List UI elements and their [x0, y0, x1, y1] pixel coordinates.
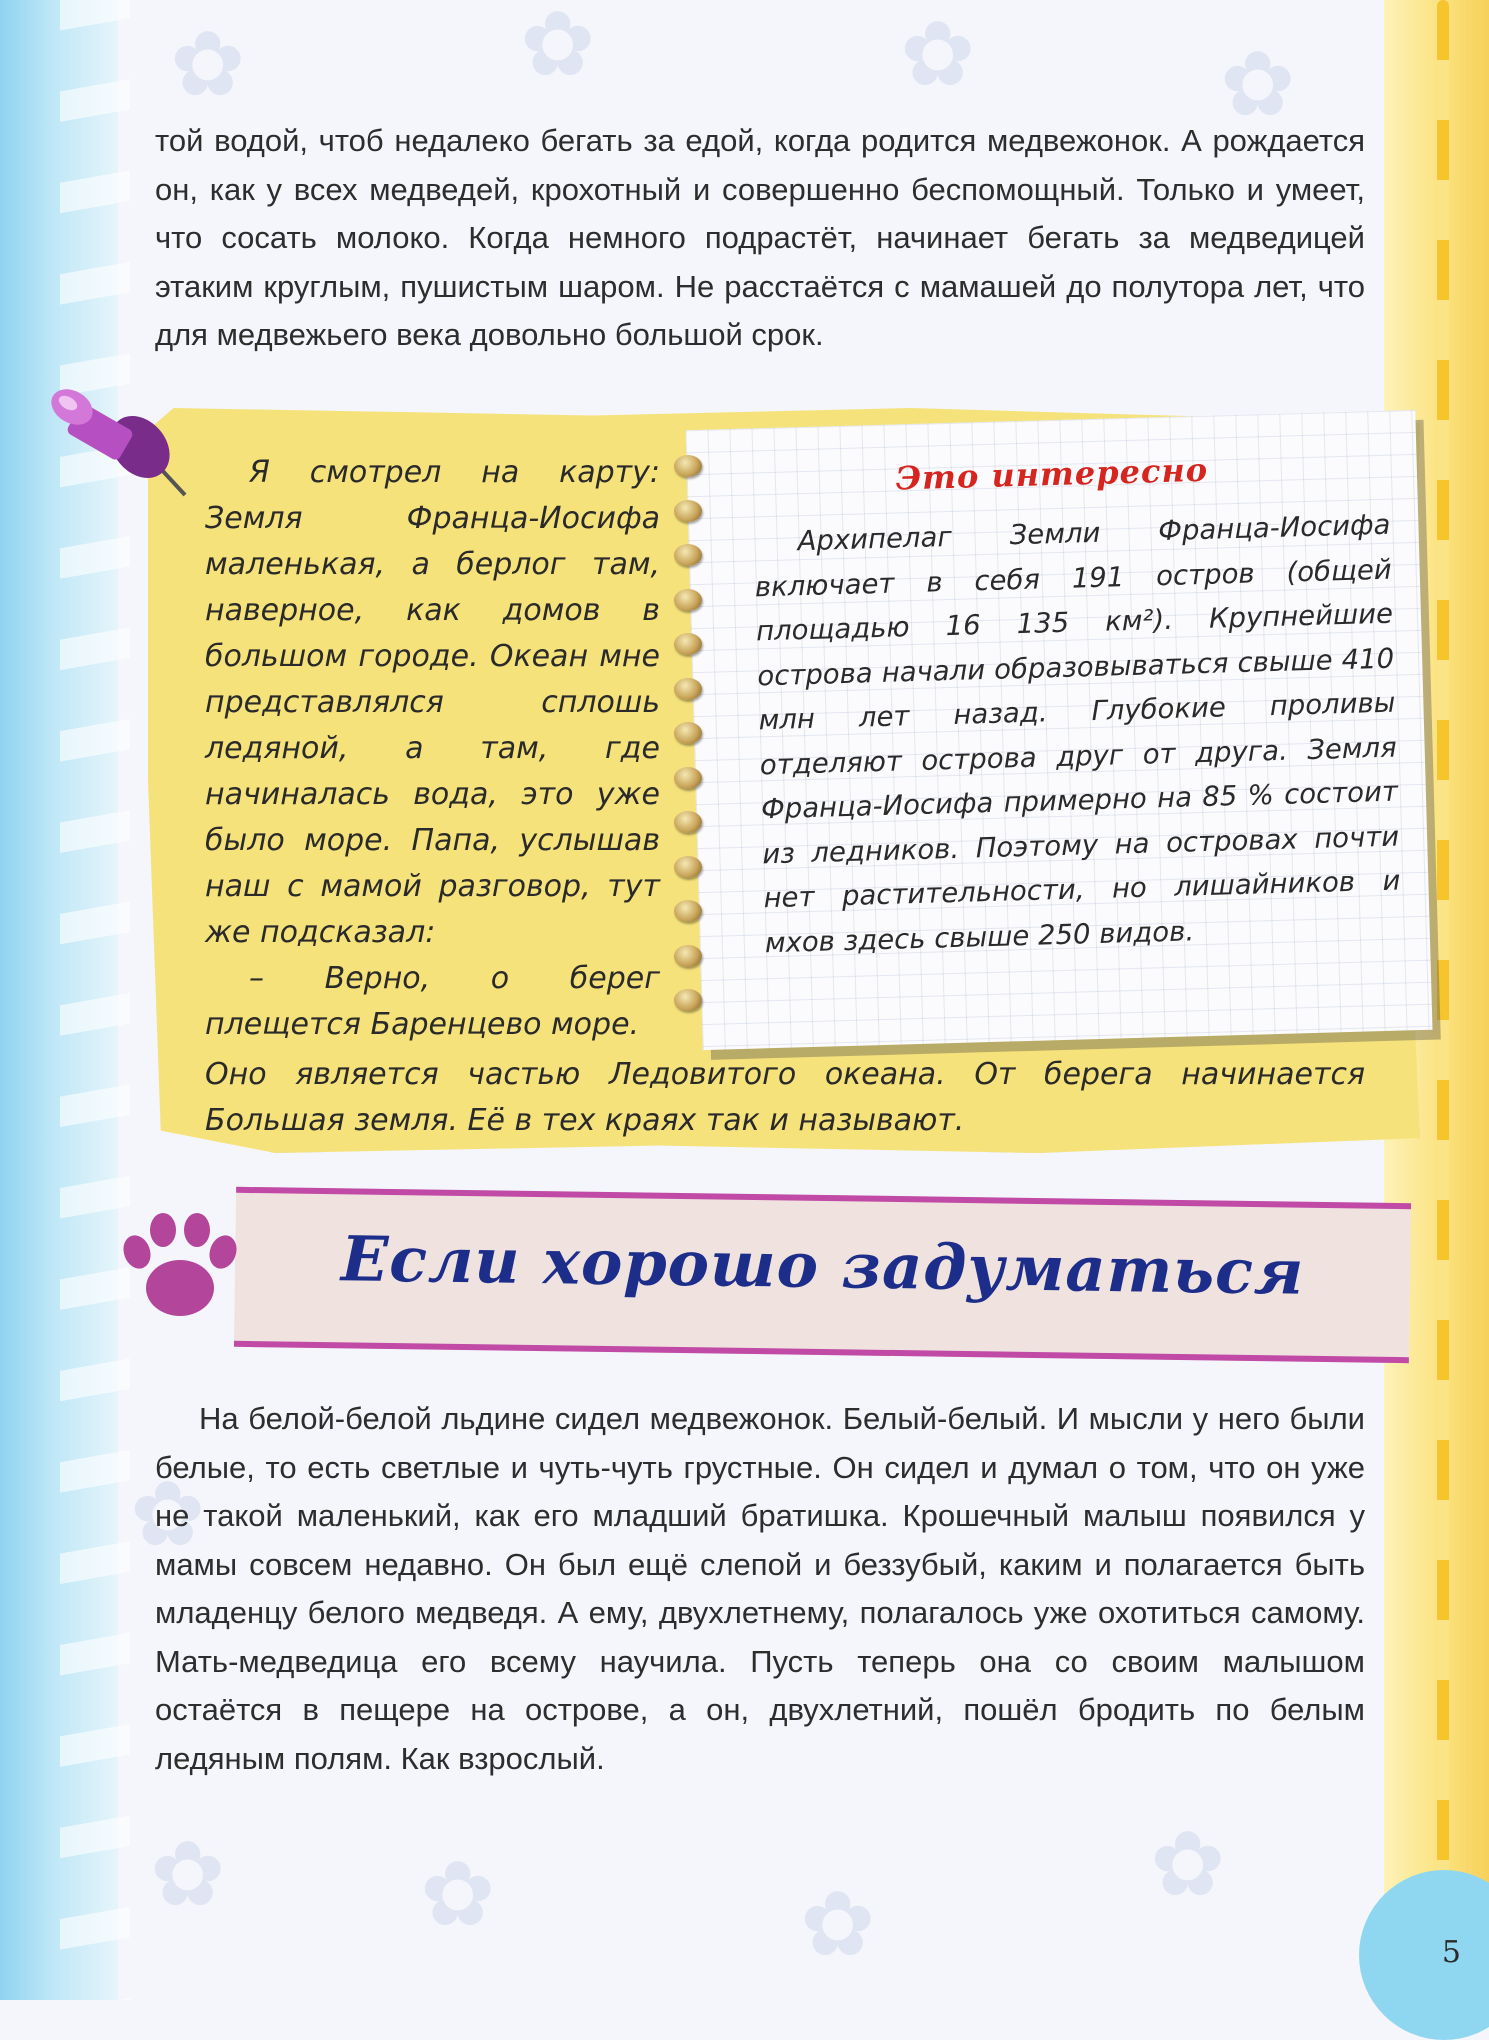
- section-paragraph: [155, 1395, 1365, 1783]
- note-text-2: – Верно, о берег плещется Баренцево море.: [205, 961, 660, 1042]
- ring: [674, 811, 702, 833]
- flower-icon: ✿: [150, 1822, 226, 1927]
- section-banner: [234, 1187, 1411, 1363]
- notebook-rings: [674, 455, 714, 1034]
- page-number-circle: [1359, 1870, 1489, 2040]
- flower-icon: ✿: [130, 1462, 206, 1567]
- interesting-fact-card: [685, 410, 1432, 1050]
- flower-icon: ✿: [800, 1872, 876, 1977]
- interesting-body: [753, 503, 1402, 966]
- paw-print-icon: [115, 1200, 245, 1330]
- note-paragraph-2-bottom: [205, 1052, 1365, 1144]
- left-wave-pattern: [60, 0, 130, 2000]
- ring: [674, 767, 702, 789]
- interesting-title: Это интересно: [895, 450, 1209, 498]
- ring: [674, 900, 702, 922]
- ring: [674, 589, 702, 611]
- flower-icon: ✿: [170, 12, 246, 117]
- right-ribbon: [1437, 0, 1449, 2000]
- note-text-1: Я смотрел на карту: Земля Франца-Иосифа маленькая, а берлог там, наверное, как домов в большом городе. Океан мне представлялся сплошь ледяной, а там, где начиналась вода, это уже было море. Папа, услышав наш с мамой разговор, тут же подсказал:: [205, 455, 660, 950]
- section-text: На белой-белой льдине сидел медвежонок. Белый-белый. И мысли у него были белые, то есть светлые и чуть-чуть грустные. Он сидел и думал о том, что он уже не такой маленький, как его младший братишка. Крошечный малыш появился у мамы совсем недавно. Он был ещё слепой и беззубый, каким и полагается быть младенцу белого медведя. А ему, двухлетнему, полагалось уже охотиться самому. Мать-медведица его всему научила. Пусть теперь она со своим малышом остаётся в пещере на острове, а он, двухлетний, пошёл бродить по белым ледяным полям. Как взрослый.: [155, 1401, 1365, 1776]
- ring: [674, 989, 702, 1011]
- ring: [674, 856, 702, 878]
- flower-icon: ✿: [520, 0, 596, 97]
- flower-icon: ✿: [900, 2, 976, 107]
- flower-icon: ✿: [420, 1842, 496, 1947]
- ring: [674, 455, 702, 477]
- ring: [674, 500, 702, 522]
- note-text-3: Оно является частью Ледовитого океана. От берега начинается Большая земля. Её в тех краях так и называют.: [205, 1057, 1365, 1138]
- flower-icon: ✿: [1150, 1812, 1226, 1917]
- flower-icon: ✿: [1220, 32, 1296, 137]
- interesting-text: Архипелаг Земли Франца-Иосифа включает в себя 191 остров (общей площадью 16 135 км²). Крупнейшие острова начали образовываться свыше 410 млн лет назад. Глубокие проливы отделяют острова друг от друга. Земля Франца-Иосифа примерно на 85 % состоит из ледников. Поэтому на островах почти нет растительности, но лишайников и мхов здесь свыше 250 видов.: [754, 508, 1401, 959]
- ring: [674, 945, 702, 967]
- note-paragraph-1: [205, 450, 660, 1048]
- pushpin-icon: [30, 385, 190, 515]
- section-title: Если хорошо задуматься: [340, 1222, 1305, 1309]
- intro-paragraph: [155, 117, 1365, 360]
- ring: [674, 633, 702, 655]
- ring: [674, 722, 702, 744]
- page-number: 5: [1441, 1935, 1461, 1970]
- ring: [674, 544, 702, 566]
- intro-text: той водой, чтоб недалеко бегать за едой, когда родится медвежонок. А рождается он, как у всех медведей, крохотный и совершенно беспомощный. Только и умеет, что сосать молоко. Когда немного подрастёт, начинает бегать за медведицей этаким круглым, пушистым шаром. Не расстаётся с мамашей до полутора лет, что для медвежьего века довольно большой срок.: [155, 123, 1365, 352]
- ring: [674, 678, 702, 700]
